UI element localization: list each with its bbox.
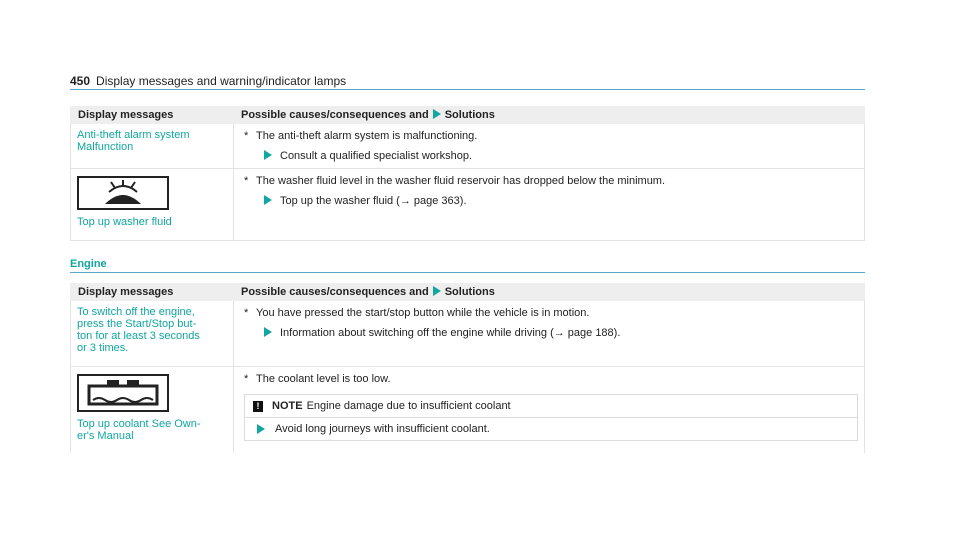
cause-item: * You have pressed the start/stop button while the vehicle is in motion. <box>244 307 590 319</box>
table-header-row <box>71 107 865 124</box>
coolant-icon <box>77 374 169 412</box>
page-number: 450 <box>70 74 91 88</box>
solution-item: Consult a qualified specialist workshop. <box>260 149 858 163</box>
solutions-arrow-icon <box>433 109 441 119</box>
cause-item: * The coolant level is too low. <box>244 373 391 385</box>
page-header <box>70 74 346 88</box>
action-arrow-icon <box>257 424 265 434</box>
bullet-star: * <box>244 307 249 319</box>
action-arrow-icon <box>264 150 272 160</box>
solutions-arrow-icon <box>433 286 441 296</box>
washer-fluid-message: Top up washer fluid <box>77 216 172 228</box>
cause-cell <box>234 169 865 241</box>
note-text: Engine damage due to insufficient coolant <box>306 400 511 412</box>
section-title-engine: Engine <box>70 258 107 270</box>
note-header <box>245 395 857 417</box>
cause-cell <box>234 124 865 169</box>
solution-item: Top up the washer fluid (→ page 363). <box>260 194 858 208</box>
table-header-row <box>71 284 865 301</box>
cause-cell <box>234 367 865 453</box>
table-row <box>71 169 865 241</box>
table-row <box>71 124 865 169</box>
display-message: Anti-theft alarm system Malfunction <box>71 124 234 169</box>
note-box <box>244 394 858 441</box>
column-header-display-messages: Display messages <box>71 284 234 301</box>
cause-item: * The anti-theft alarm system is malfunctioning. <box>244 130 478 142</box>
table-row <box>71 301 865 367</box>
bullet-star: * <box>244 175 249 187</box>
display-message <box>71 169 234 241</box>
warning-exclamation-icon: ! <box>253 401 263 412</box>
note-label: NOTE <box>272 400 303 412</box>
messages-table-1 <box>70 106 865 241</box>
messages-table-2 <box>70 283 865 453</box>
display-message <box>71 367 234 453</box>
header-rule <box>70 89 865 90</box>
action-arrow-icon <box>264 195 272 205</box>
display-message: To switch off the engine, press the Start/Stop but- ton for at least 3 seconds or 3 times. <box>71 301 234 367</box>
note-action: Avoid long journeys with insufficient coolant. <box>245 417 857 440</box>
column-header-causes: Possible causes/consequences and Solutions <box>234 284 865 301</box>
coolant-message: Top up coolant See Own- er's Manual <box>77 418 201 442</box>
action-arrow-icon <box>264 327 272 337</box>
page-header-title: Display messages and warning/indicator lamps <box>96 74 347 88</box>
cause-item: * The washer fluid level in the washer fluid reservoir has dropped below the minimum. <box>244 175 666 187</box>
washer-fluid-icon <box>77 176 169 210</box>
table-row <box>71 367 865 453</box>
bullet-star: * <box>244 130 249 142</box>
bullet-star: * <box>244 373 249 385</box>
cause-cell <box>234 301 865 367</box>
column-header-causes: Possible causes/consequences and Solutions <box>234 107 865 124</box>
column-header-display-messages: Display messages <box>71 107 234 124</box>
section-rule <box>70 272 865 273</box>
solution-item: Information about switching off the engine while driving (→ page 188). <box>260 326 858 340</box>
